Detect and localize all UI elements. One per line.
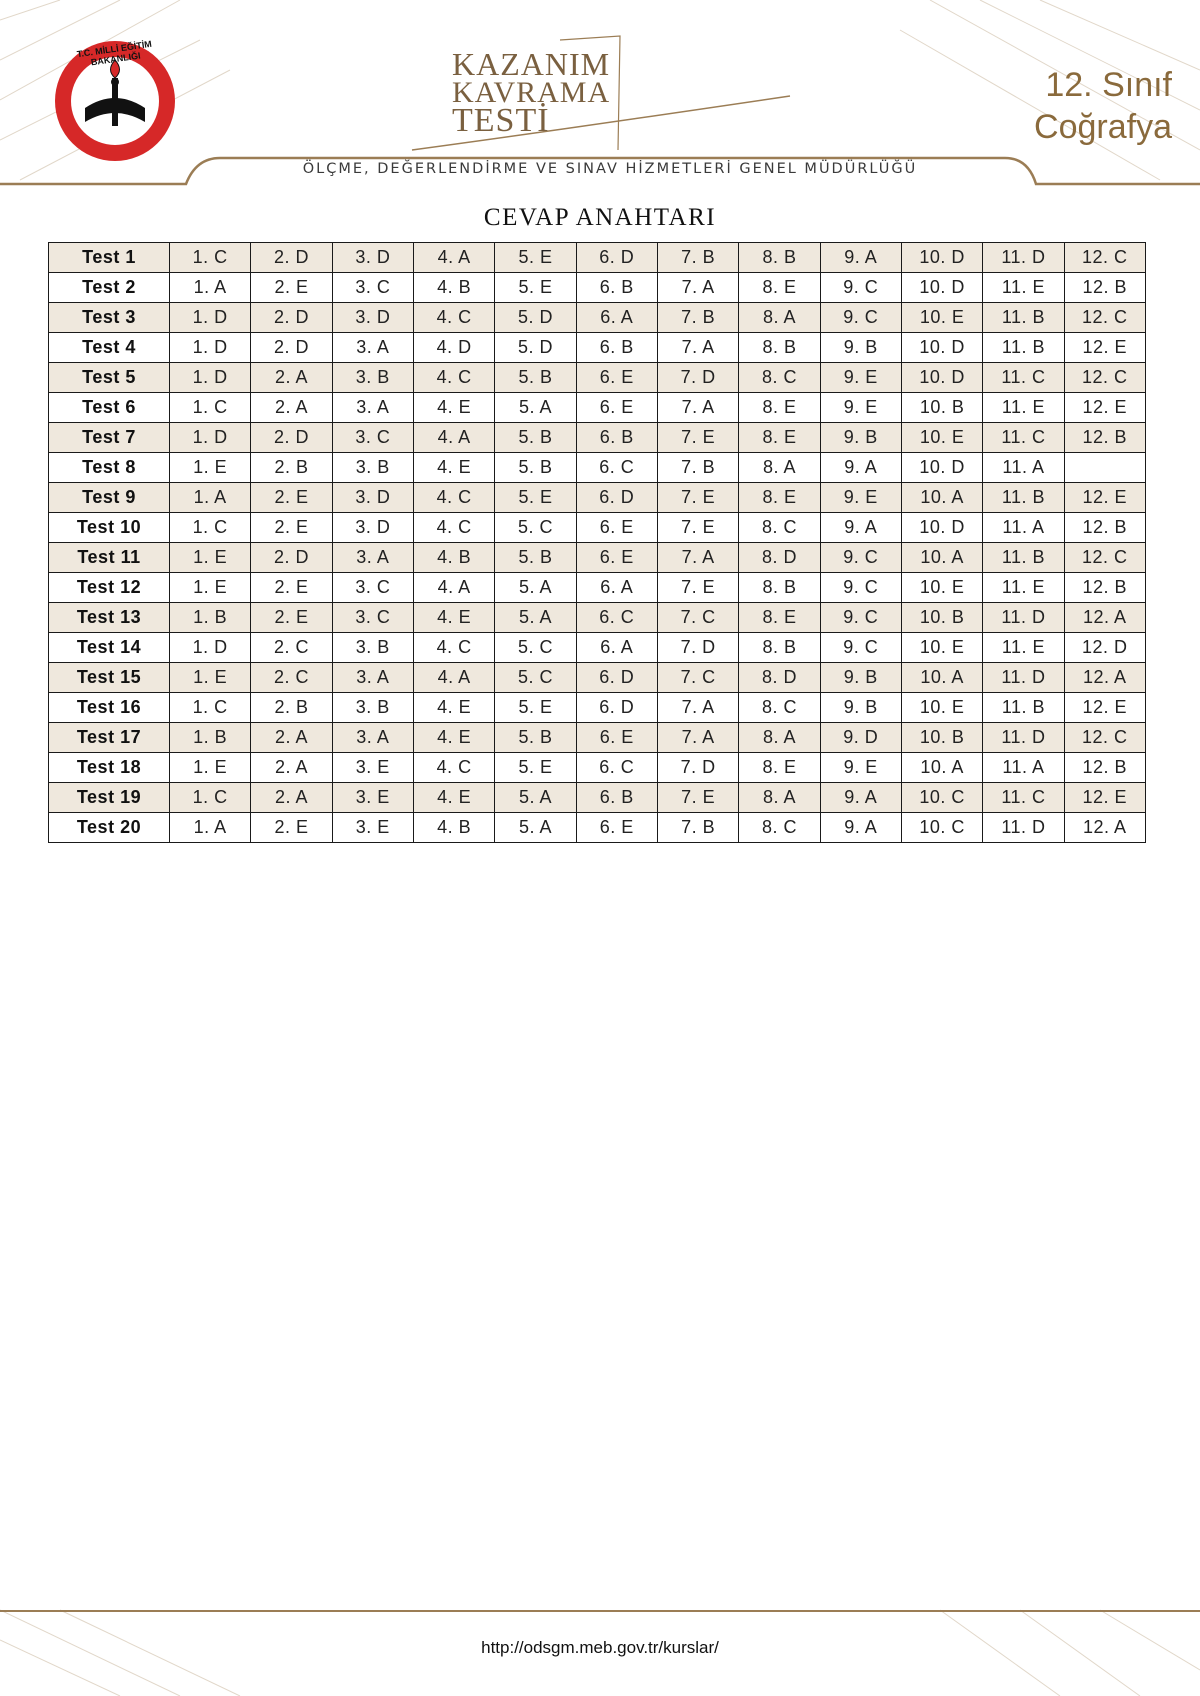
- answer-cell: 7. B: [657, 813, 738, 843]
- answer-cell: 8. A: [739, 723, 820, 753]
- answer-cell: 12. C: [1064, 243, 1145, 273]
- table-row: [49, 633, 1146, 663]
- answer-cell: 6. C: [576, 603, 657, 633]
- answer-cell: 4. E: [413, 603, 494, 633]
- footer-url: http://odsgm.meb.gov.tr/kurslar/: [481, 1638, 719, 1657]
- answer-cell: 9. C: [820, 573, 901, 603]
- answer-cell: 1. D: [170, 633, 251, 663]
- answer-cell: 8. B: [739, 633, 820, 663]
- answer-cell: 2. E: [251, 273, 332, 303]
- answer-cell: 6. A: [576, 303, 657, 333]
- answer-cell: 12. A: [1064, 663, 1145, 693]
- answer-cell: 6. A: [576, 573, 657, 603]
- answer-cell: 11. E: [983, 633, 1064, 663]
- answer-cell: 11. B: [983, 693, 1064, 723]
- answer-cell: 4. D: [413, 333, 494, 363]
- answer-cell: 5. A: [495, 603, 576, 633]
- test-name-cell: Test 3: [49, 303, 170, 333]
- answer-cell: 3. E: [332, 813, 413, 843]
- answer-cell: 5. C: [495, 513, 576, 543]
- answer-cell: 3. A: [332, 393, 413, 423]
- table-row: [49, 543, 1146, 573]
- answer-cell: 10. A: [901, 753, 982, 783]
- answer-cell: 9. A: [820, 783, 901, 813]
- answer-cell: 9. B: [820, 423, 901, 453]
- answer-cell: 4. C: [413, 303, 494, 333]
- answer-cell: 12. B: [1064, 273, 1145, 303]
- answer-cell: 6. D: [576, 243, 657, 273]
- answer-cell: 10. B: [901, 603, 982, 633]
- answer-cell: 10. A: [901, 663, 982, 693]
- answer-cell: 9. A: [820, 453, 901, 483]
- answer-cell: 1. C: [170, 783, 251, 813]
- answer-cell: 8. E: [739, 273, 820, 303]
- brand-line-3: TESTİ: [452, 102, 550, 139]
- answer-cell: 8. B: [739, 573, 820, 603]
- answer-cell: 12. B: [1064, 573, 1145, 603]
- answer-cell: 5. B: [495, 723, 576, 753]
- answer-cell: 1. B: [170, 723, 251, 753]
- answer-cell: 4. E: [413, 693, 494, 723]
- test-name-cell: Test 7: [49, 423, 170, 453]
- answer-cell: 9. E: [820, 393, 901, 423]
- answer-cell: 8. A: [739, 303, 820, 333]
- answer-cell: 9. A: [820, 513, 901, 543]
- answer-cell: 11. C: [983, 783, 1064, 813]
- page-title: CEVAP ANAHTARI: [483, 204, 717, 231]
- answer-cell: 8. E: [739, 423, 820, 453]
- answer-cell: 8. E: [739, 483, 820, 513]
- answer-cell: 4. C: [413, 513, 494, 543]
- answer-cell: 7. E: [657, 573, 738, 603]
- answer-cell: 3. A: [332, 723, 413, 753]
- answer-cell: 6. D: [576, 663, 657, 693]
- answer-cell: 1. C: [170, 393, 251, 423]
- answer-cell: 12. A: [1064, 813, 1145, 843]
- footer-divider: [0, 1610, 1200, 1612]
- answer-cell: 2. C: [251, 663, 332, 693]
- answer-cell: 10. E: [901, 303, 982, 333]
- answer-cell: 8. C: [739, 513, 820, 543]
- table-row: [49, 243, 1146, 273]
- answer-cell: [1064, 453, 1145, 483]
- answer-cell: 8. A: [739, 453, 820, 483]
- answer-cell: 2. B: [251, 693, 332, 723]
- table-row: [49, 663, 1146, 693]
- answer-cell: 7. E: [657, 513, 738, 543]
- table-row: [49, 423, 1146, 453]
- answer-cell: 5. C: [495, 663, 576, 693]
- answer-cell: 12. E: [1064, 333, 1145, 363]
- answer-cell: 6. E: [576, 513, 657, 543]
- answer-cell: 4. E: [413, 783, 494, 813]
- answer-cell: 12. E: [1064, 693, 1145, 723]
- answer-cell: 11. D: [983, 603, 1064, 633]
- answer-cell: 9. E: [820, 363, 901, 393]
- table-row: [49, 453, 1146, 483]
- answer-cell: 6. E: [576, 723, 657, 753]
- logo-text: T.C. MİLLİ EĞİTİM BAKANLIĞI: [76, 38, 153, 68]
- table-row: [49, 273, 1146, 303]
- answer-cell: 7. A: [657, 543, 738, 573]
- answer-cell: 5. E: [495, 753, 576, 783]
- answer-cell: 8. C: [739, 693, 820, 723]
- answer-cell: 4. C: [413, 483, 494, 513]
- answer-cell: 3. C: [332, 603, 413, 633]
- answer-cell: 9. D: [820, 723, 901, 753]
- answer-cell: 3. B: [332, 633, 413, 663]
- answer-key-table: [48, 242, 1146, 843]
- answer-cell: 10. D: [901, 333, 982, 363]
- answer-cell: 8. B: [739, 243, 820, 273]
- answer-cell: 7. A: [657, 273, 738, 303]
- answer-cell: 3. B: [332, 363, 413, 393]
- answer-cell: 5. A: [495, 813, 576, 843]
- grade-label: 12. Sınıf: [1045, 66, 1172, 104]
- answer-cell: 3. D: [332, 303, 413, 333]
- answer-cell: 11. D: [983, 813, 1064, 843]
- answer-cell: 8. C: [739, 363, 820, 393]
- answer-cell: 10. B: [901, 393, 982, 423]
- answer-cell: 11. C: [983, 363, 1064, 393]
- answer-cell: 11. A: [983, 513, 1064, 543]
- answer-cell: 1. E: [170, 543, 251, 573]
- answer-cell: 11. E: [983, 573, 1064, 603]
- answer-cell: 2. E: [251, 813, 332, 843]
- answer-cell: 2. A: [251, 393, 332, 423]
- answer-cell: 8. A: [739, 783, 820, 813]
- answer-cell: 2. E: [251, 483, 332, 513]
- test-name-cell: Test 12: [49, 573, 170, 603]
- answer-cell: 11. B: [983, 483, 1064, 513]
- answer-cell: 2. D: [251, 333, 332, 363]
- answer-cell: 3. A: [332, 663, 413, 693]
- brand-line-1: KAZANIM: [452, 46, 611, 82]
- test-name-cell: Test 20: [49, 813, 170, 843]
- answer-cell: 9. B: [820, 333, 901, 363]
- answer-cell: 3. C: [332, 423, 413, 453]
- answer-cell: 1. D: [170, 423, 251, 453]
- answer-cell: 12. A: [1064, 603, 1145, 633]
- answer-cell: 3. D: [332, 243, 413, 273]
- answer-cell: 1. E: [170, 663, 251, 693]
- answer-cell: 1. D: [170, 333, 251, 363]
- answer-cell: 9. B: [820, 663, 901, 693]
- test-name-cell: Test 5: [49, 363, 170, 393]
- test-name-cell: Test 16: [49, 693, 170, 723]
- answer-cell: 12. E: [1064, 483, 1145, 513]
- answer-cell: 10. A: [901, 483, 982, 513]
- answer-cell: 3. C: [332, 273, 413, 303]
- test-name-cell: Test 15: [49, 663, 170, 693]
- answer-cell: 5. E: [495, 693, 576, 723]
- answer-cell: 2. C: [251, 633, 332, 663]
- answer-cell: 8. B: [739, 333, 820, 363]
- answer-cell: 6. D: [576, 483, 657, 513]
- answer-cell: 11. B: [983, 303, 1064, 333]
- answer-cell: 7. B: [657, 303, 738, 333]
- answer-cell: 9. E: [820, 753, 901, 783]
- answer-cell: 11. A: [983, 453, 1064, 483]
- answer-cell: 7. B: [657, 453, 738, 483]
- answer-cell: 7. D: [657, 363, 738, 393]
- answer-cell: 7. D: [657, 753, 738, 783]
- answer-cell: 1. D: [170, 363, 251, 393]
- answer-cell: 3. A: [332, 543, 413, 573]
- answer-cell: 2. D: [251, 543, 332, 573]
- answer-cell: 2. D: [251, 243, 332, 273]
- answer-cell: 5. B: [495, 543, 576, 573]
- answer-cell: 7. B: [657, 243, 738, 273]
- answer-cell: 5. D: [495, 333, 576, 363]
- answer-cell: 4. B: [413, 813, 494, 843]
- answer-cell: 5. A: [495, 783, 576, 813]
- answer-cell: 12. C: [1064, 543, 1145, 573]
- answer-cell: 1. A: [170, 483, 251, 513]
- answer-cell: 6. B: [576, 423, 657, 453]
- answer-cell: 10. C: [901, 813, 982, 843]
- answer-cell: 7. E: [657, 423, 738, 453]
- test-name-cell: Test 11: [49, 543, 170, 573]
- answer-cell: 5. D: [495, 303, 576, 333]
- test-name-cell: Test 1: [49, 243, 170, 273]
- answer-cell: 10. D: [901, 273, 982, 303]
- answer-cell: 7. C: [657, 663, 738, 693]
- answer-cell: 7. E: [657, 783, 738, 813]
- answer-cell: 7. A: [657, 393, 738, 423]
- answer-cell: 11. E: [983, 273, 1064, 303]
- answer-cell: 5. B: [495, 363, 576, 393]
- answer-cell: 6. E: [576, 363, 657, 393]
- answer-cell: 6. B: [576, 273, 657, 303]
- answer-cell: 2. E: [251, 603, 332, 633]
- table-row: [49, 603, 1146, 633]
- answer-cell: 10. D: [901, 363, 982, 393]
- table-row: [49, 723, 1146, 753]
- answer-cell: 9. A: [820, 243, 901, 273]
- answer-cell: 1. E: [170, 753, 251, 783]
- table-row: [49, 573, 1146, 603]
- answer-cell: 10. A: [901, 543, 982, 573]
- answer-cell: 1. A: [170, 273, 251, 303]
- answer-cell: 5. E: [495, 243, 576, 273]
- test-name-cell: Test 18: [49, 753, 170, 783]
- answer-cell: 4. C: [413, 753, 494, 783]
- test-name-cell: Test 8: [49, 453, 170, 483]
- answer-cell: 3. D: [332, 513, 413, 543]
- answer-cell: 12. C: [1064, 303, 1145, 333]
- answer-cell: 6. B: [576, 333, 657, 363]
- answer-cell: 8. E: [739, 753, 820, 783]
- answer-cell: 12. E: [1064, 393, 1145, 423]
- table-row: [49, 393, 1146, 423]
- answer-cell: 10. D: [901, 243, 982, 273]
- brand-logo: [412, 34, 812, 164]
- answer-cell: 2. A: [251, 753, 332, 783]
- answer-cell: 6. E: [576, 813, 657, 843]
- answer-cell: 2. D: [251, 423, 332, 453]
- answer-cell: 11. B: [983, 333, 1064, 363]
- answer-cell: 1. E: [170, 573, 251, 603]
- answer-cell: 10. E: [901, 573, 982, 603]
- answer-cell: 3. B: [332, 693, 413, 723]
- test-name-cell: Test 2: [49, 273, 170, 303]
- answer-cell: 3. E: [332, 783, 413, 813]
- table-row: [49, 363, 1146, 393]
- answer-cell: 11. D: [983, 243, 1064, 273]
- answer-cell: 9. E: [820, 483, 901, 513]
- answer-cell: 8. E: [739, 393, 820, 423]
- test-name-cell: Test 19: [49, 783, 170, 813]
- answer-cell: 4. A: [413, 573, 494, 603]
- answer-cell: 2. A: [251, 723, 332, 753]
- answer-cell: 1. E: [170, 453, 251, 483]
- answer-cell: 4. A: [413, 663, 494, 693]
- answer-cell: 12. B: [1064, 513, 1145, 543]
- answer-cell: 11. D: [983, 723, 1064, 753]
- answer-cell: 12. B: [1064, 753, 1145, 783]
- test-name-cell: Test 4: [49, 333, 170, 363]
- answer-cell: 10. D: [901, 453, 982, 483]
- answer-cell: 6. D: [576, 693, 657, 723]
- answer-cell: 10. E: [901, 633, 982, 663]
- answer-cell: 8. C: [739, 813, 820, 843]
- answer-cell: 11. C: [983, 423, 1064, 453]
- answer-cell: 10. C: [901, 783, 982, 813]
- table-row: [49, 483, 1146, 513]
- answer-cell: 7. A: [657, 333, 738, 363]
- test-name-cell: Test 13: [49, 603, 170, 633]
- answer-cell: 8. D: [739, 663, 820, 693]
- answer-cell: 4. C: [413, 363, 494, 393]
- answer-cell: 7. A: [657, 723, 738, 753]
- answer-cell: 2. D: [251, 303, 332, 333]
- answer-cell: 2. E: [251, 573, 332, 603]
- answer-cell: 3. E: [332, 753, 413, 783]
- answer-cell: 6. C: [576, 453, 657, 483]
- table-row: [49, 333, 1146, 363]
- table-row: [49, 693, 1146, 723]
- answer-cell: 5. E: [495, 483, 576, 513]
- answer-cell: 12. D: [1064, 633, 1145, 663]
- answer-cell: 12. B: [1064, 423, 1145, 453]
- subject-label: Coğrafya: [1034, 108, 1172, 146]
- answer-cell: 1. D: [170, 303, 251, 333]
- answer-cell: 7. C: [657, 603, 738, 633]
- answer-cell: 6. E: [576, 543, 657, 573]
- answer-cell: 6. A: [576, 633, 657, 663]
- answer-cell: 3. D: [332, 483, 413, 513]
- answer-cell: 4. E: [413, 393, 494, 423]
- table-row: [49, 813, 1146, 843]
- answer-cell: 8. E: [739, 603, 820, 633]
- answer-cell: 9. C: [820, 303, 901, 333]
- answer-cell: 4. B: [413, 273, 494, 303]
- answer-cell: 6. B: [576, 783, 657, 813]
- directorate-banner: ÖLÇME, DEĞERLENDİRME VE SINAV HİZMETLERİ GENEL MÜDÜRLÜĞÜ: [302, 161, 918, 177]
- answer-cell: 1. C: [170, 243, 251, 273]
- answer-cell: 1. C: [170, 513, 251, 543]
- answer-cell: 5. A: [495, 393, 576, 423]
- test-name-cell: Test 14: [49, 633, 170, 663]
- answer-cell: 11. D: [983, 663, 1064, 693]
- answer-cell: 7. D: [657, 633, 738, 663]
- test-name-cell: Test 10: [49, 513, 170, 543]
- answer-cell: 9. B: [820, 693, 901, 723]
- answer-cell: 7. E: [657, 483, 738, 513]
- brand-line-2: KAVRAMA: [452, 76, 611, 109]
- answer-cell: 4. E: [413, 453, 494, 483]
- answer-cell: 9. C: [820, 273, 901, 303]
- answer-cell: 4. B: [413, 543, 494, 573]
- answer-cell: 12. C: [1064, 363, 1145, 393]
- answer-cell: 2. E: [251, 513, 332, 543]
- answer-cell: 2. A: [251, 783, 332, 813]
- answer-cell: 2. A: [251, 363, 332, 393]
- answer-cell: 5. B: [495, 423, 576, 453]
- table-row: [49, 303, 1146, 333]
- table-row: [49, 753, 1146, 783]
- answer-cell: 4. A: [413, 243, 494, 273]
- test-name-cell: Test 6: [49, 393, 170, 423]
- answer-cell: 3. C: [332, 573, 413, 603]
- answer-cell: 12. C: [1064, 723, 1145, 753]
- answer-cell: 9. C: [820, 633, 901, 663]
- answer-cell: 11. E: [983, 393, 1064, 423]
- test-name-cell: Test 17: [49, 723, 170, 753]
- answer-cell: 8. D: [739, 543, 820, 573]
- answer-cell: 10. B: [901, 723, 982, 753]
- answer-cell: 5. B: [495, 453, 576, 483]
- answer-cell: 1. A: [170, 813, 251, 843]
- answer-cell: 6. C: [576, 753, 657, 783]
- grade-subject: [1034, 64, 1172, 148]
- answer-cell: 12. E: [1064, 783, 1145, 813]
- answer-cell: 1. B: [170, 603, 251, 633]
- answer-cell: 10. D: [901, 513, 982, 543]
- answer-cell: 5. A: [495, 573, 576, 603]
- answer-cell: 3. B: [332, 453, 413, 483]
- table-row: [49, 513, 1146, 543]
- answer-cell: 3. A: [332, 333, 413, 363]
- answer-cell: 4. E: [413, 723, 494, 753]
- answer-cell: 10. E: [901, 423, 982, 453]
- answer-cell: 7. A: [657, 693, 738, 723]
- test-name-cell: Test 9: [49, 483, 170, 513]
- answer-cell: 4. C: [413, 633, 494, 663]
- answer-cell: 2. B: [251, 453, 332, 483]
- answer-cell: 9. A: [820, 813, 901, 843]
- answer-cell: 1. C: [170, 693, 251, 723]
- answer-cell: 11. A: [983, 753, 1064, 783]
- answer-cell: 9. C: [820, 603, 901, 633]
- answer-cell: 9. C: [820, 543, 901, 573]
- answer-cell: 10. E: [901, 693, 982, 723]
- answer-cell: 5. C: [495, 633, 576, 663]
- answer-cell: 5. E: [495, 273, 576, 303]
- answer-cell: 4. A: [413, 423, 494, 453]
- table-row: [49, 783, 1146, 813]
- answer-cell: 6. E: [576, 393, 657, 423]
- answer-cell: 11. B: [983, 543, 1064, 573]
